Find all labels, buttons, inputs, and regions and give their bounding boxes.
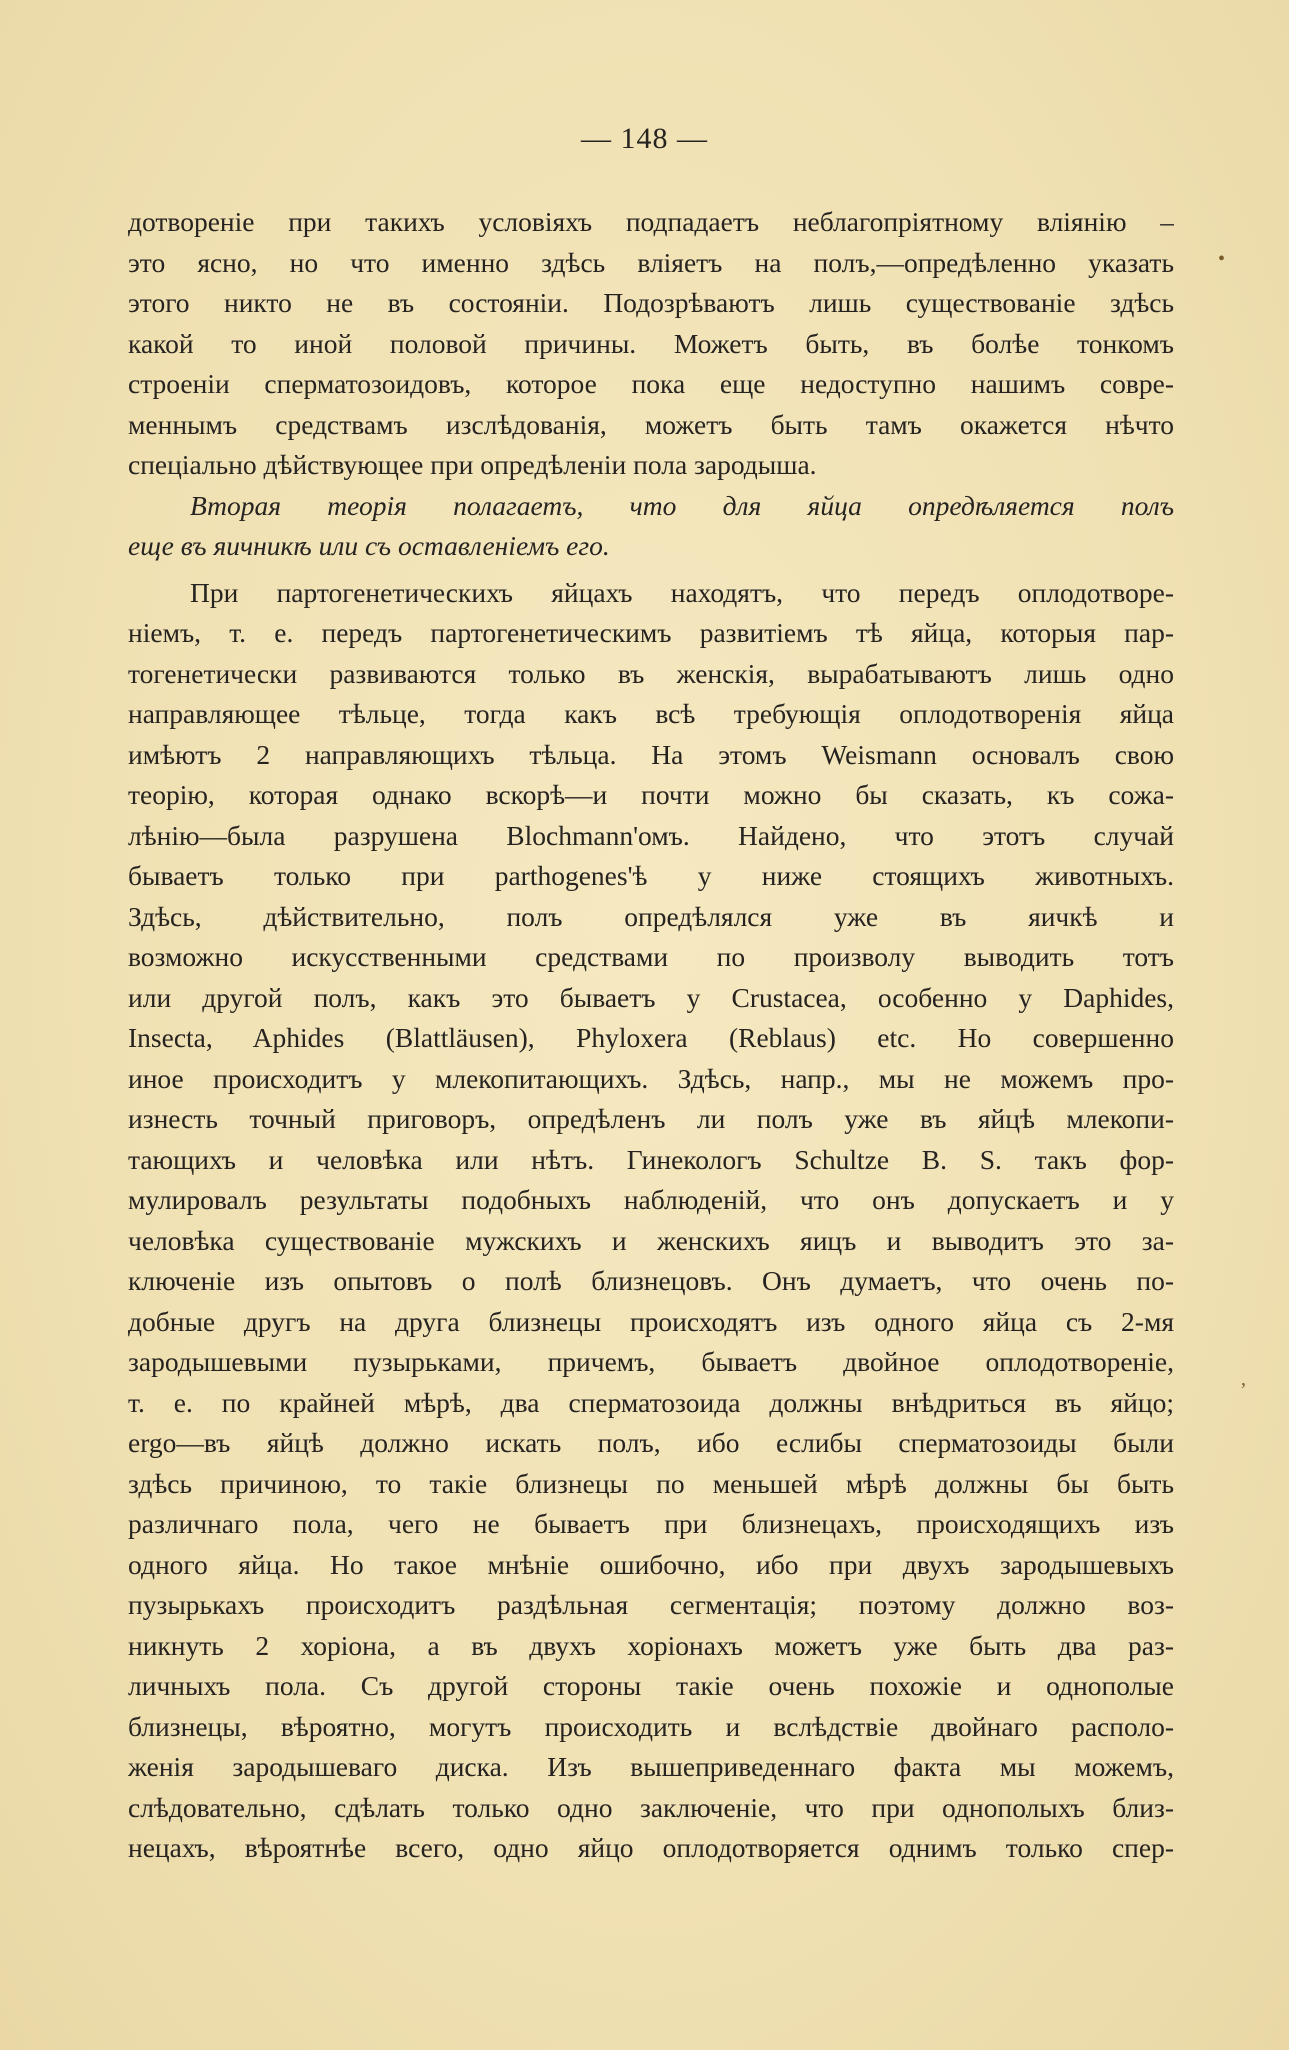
text-line: При партогенетическихъ яйцахъ находятъ, что передъ оплодотворе- [190,576,1174,608]
text-line: тогенетически развиваются только въ женскія, вырабатываютъ лишь одно [128,657,1174,689]
text-line: меннымъ средствамъ изслѣдованія, можетъ быть тамъ окажется нѣчто [128,408,1174,440]
text-line: иное происходитъ у млекопитающихъ. Здѣсь, напр., мы не можемъ про- [128,1062,1174,1094]
text-line: т. е. по крайней мѣрѣ, два сперматозоида должны внѣдриться въ яйцо; [128,1386,1174,1418]
text-line: тающихъ и человѣка или нѣтъ. Гинекологъ Schultze B. S. такъ фор- [128,1143,1174,1175]
text-line: это ясно, но что именно здѣсь вліяетъ на полъ,—опредѣленно указать [128,246,1174,278]
text-line: имѣютъ 2 направляющихъ тѣльца. На этомъ Weismann основалъ свою [128,738,1174,770]
paragraph-2 [128,486,1174,567]
text-line: еще въ яичникѣ или съ оставленіемъ его. [128,530,610,561]
text-line: возможно искусственными средствами по произволу выводить тотъ [128,941,1174,972]
paragraph-1 [128,202,1174,486]
text-line: этого никто не въ состояніи. Подозрѣваютъ лишь существованіе здѣсь [128,287,1174,318]
text-line: здѣсь причиною, то такіе близнецы по меньшей мѣрѣ должны бы быть [128,1467,1174,1499]
text-line: ergo—въ яйцѣ должно искать полъ, ибо еслибы сперматозоиды были [128,1427,1174,1458]
text-line: Здѣсь, дѣйствительно, полъ опредѣлялся уже въ яичкѣ и [128,900,1174,932]
text-line: изнесть точный приговоръ, опредѣленъ ли полъ уже въ яйцѣ млекопи- [128,1103,1174,1134]
text-line: строеніи сперматозоидовъ, которое пока еще недоступно нашимъ совре- [128,368,1174,399]
text-line: или другой полъ, какъ это бываетъ у Crustacea, особенно у Daphides, [128,981,1174,1013]
text-line: различнаго пола, чего не бываетъ при близнецахъ, происходящихъ изъ [128,1508,1174,1539]
text-line: пузырькахъ происходитъ раздѣльная сегментація; поэтому должно воз- [128,1589,1174,1620]
text-line: добные другъ на друга близнецы происходятъ изъ одного яйца съ 2-мя [128,1305,1174,1337]
text-line: спеціально дѣйствующее при опредѣленіи пола зародыша. [128,449,817,480]
text-line: мулировалъ результаты подобныхъ наблюденій, что онъ допускаетъ и у [128,1184,1174,1215]
text-line: никнуть 2 хоріона, а въ двухъ хоріонахъ можетъ уже быть два раз- [128,1629,1174,1661]
text-line: женія зародышеваго диска. Изъ вышеприведеннаго факта мы можемъ, [128,1751,1174,1782]
text-line: человѣка существованіе мужскихъ и женскихъ яицъ и выводитъ это за- [128,1224,1174,1256]
text-line: личныхъ пола. Съ другой стороны такіе очень похожіе и однополые [128,1670,1174,1701]
margin-mark: ‚ [1240,1368,1247,1390]
margin-mark: • [1218,248,1226,270]
text-line: близнецы, вѣроятно, могутъ происходить и вслѣдствіе двойнаго располо- [128,1710,1174,1742]
text-line: дотвореніе при такихъ условіяхъ подпадаетъ неблагопріятному вліянію – [128,206,1174,237]
text-line: Insecta, Aphides (Blattläusen), Phyloxera (Reblaus) etc. Но совершенно [128,1022,1174,1053]
page-number: — 148 — [581,122,708,155]
text-line: лѣнію—была разрушена Blochmann'омъ. Найдено, что этотъ случай [128,819,1174,851]
text-line: одного яйца. Но такое мнѣніе ошибочно, ибо при двухъ зародышевыхъ [128,1548,1174,1580]
text-line: бываетъ только при parthogenes'ѣ у ниже стоящихъ животныхъ. [128,860,1174,891]
text-line: Вторая теорія полагаетъ, что для яйца опредѣляется полъ [190,489,1174,521]
text-line: ключеніе изъ опытовъ о полѣ близнецовъ. Онъ думаетъ, что очень по- [128,1265,1174,1296]
paragraph-3 [128,573,1174,1869]
text-line: нецахъ, вѣроятнѣе всего, одно яйцо оплодотворяется однимъ только спер- [128,1832,1174,1863]
text-line: направляющее тѣльце, тогда какъ всѣ требующія оплодотворенія яйца [128,698,1174,729]
body-text [128,202,1174,1869]
text-line: зародышевыми пузырьками, причемъ, бываетъ двойное оплодотвореніе, [128,1346,1174,1377]
text-line: теорію, которая однако вскорѣ—и почти можно бы сказать, къ сожа- [128,779,1174,810]
text-line: какой то иной половой причины. Можетъ быть, въ болѣе тонкомъ [128,327,1174,359]
text-line: ніемъ, т. е. передъ партогенетическимъ развитіемъ тѣ яйца, которыя пар- [128,617,1174,648]
text-line: слѣдовательно, сдѣлать только одно заключеніе, что при однополыхъ близ- [128,1791,1174,1823]
